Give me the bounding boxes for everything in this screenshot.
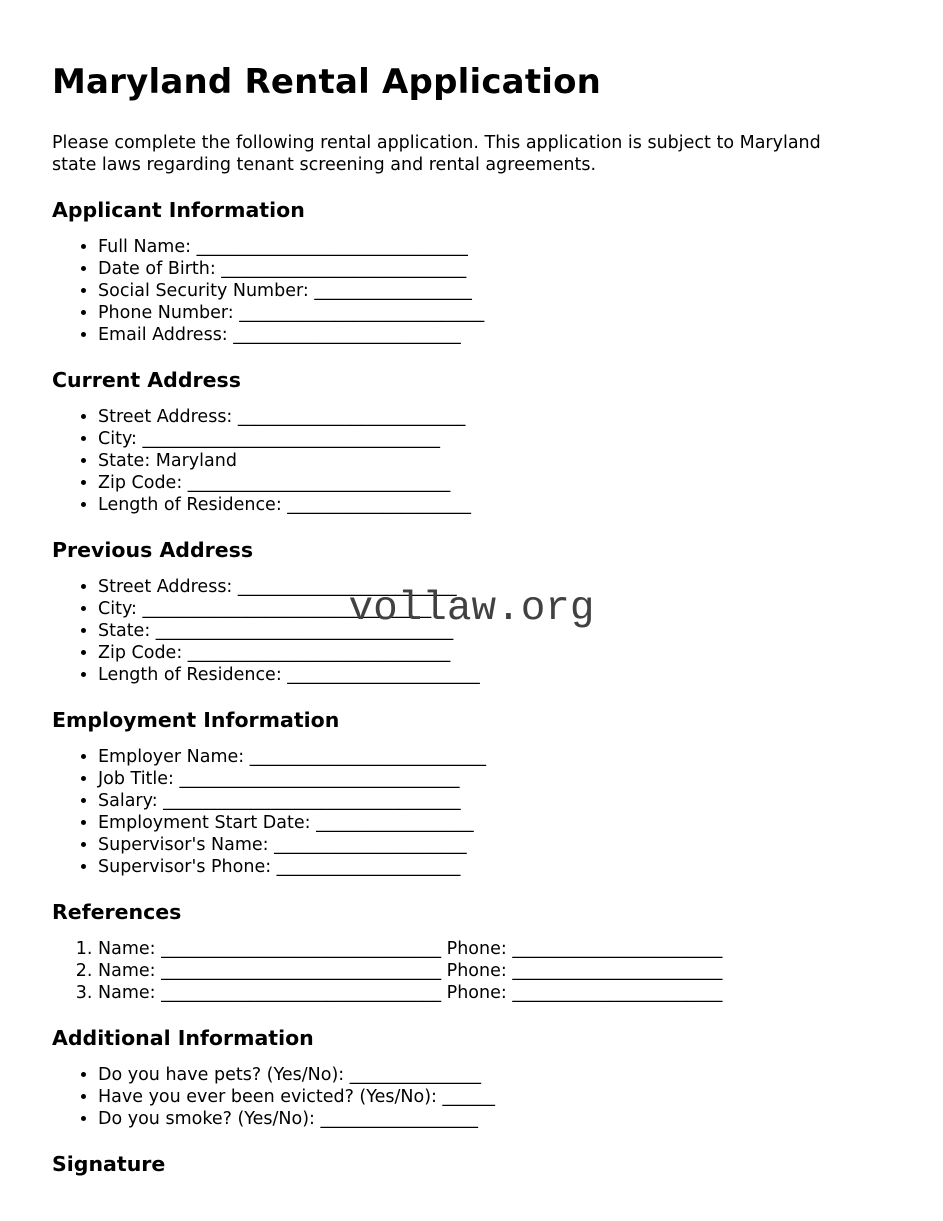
field-email-address: • Email Address: __________________________ bbox=[98, 324, 891, 346]
page-title: Maryland Rental Application bbox=[52, 62, 602, 102]
previous-address-list bbox=[52, 576, 891, 686]
field-current-zip-code: • Zip Code: ______________________________ bbox=[98, 472, 891, 494]
field-smoke: • Do you smoke? (Yes/No): __________________ bbox=[98, 1108, 891, 1130]
references-list bbox=[52, 938, 891, 1004]
field-reference-1: 1. Name: ________________________________ Phone: ________________________ bbox=[98, 938, 891, 960]
intro-line-1: Please complete the following rental application. This application is subject to Maryland bbox=[52, 133, 821, 153]
field-employment-start-date: • Employment Start Date: __________________ bbox=[98, 812, 891, 834]
field-previous-zip-code: • Zip Code: ______________________________ bbox=[98, 642, 891, 664]
employment-information-list bbox=[52, 746, 891, 878]
field-employer-name: • Employer Name: ___________________________ bbox=[98, 746, 891, 768]
section-heading-applicant-information: Applicant Information bbox=[52, 198, 305, 222]
field-job-title: • Job Title: ________________________________ bbox=[98, 768, 891, 790]
applicant-information-list bbox=[52, 236, 891, 346]
field-salary: • Salary: __________________________________ bbox=[98, 790, 891, 812]
field-social-security-number: • Social Security Number: __________________ bbox=[98, 280, 891, 302]
section-heading-additional-information: Additional Information bbox=[52, 1026, 314, 1050]
section-heading-references: References bbox=[52, 900, 182, 924]
field-previous-state: • State: __________________________________ bbox=[98, 620, 891, 642]
section-heading-employment-information: Employment Information bbox=[52, 708, 340, 732]
field-current-street-address: • Street Address: __________________________ bbox=[98, 406, 891, 428]
field-pets: • Do you have pets? (Yes/No): _______________ bbox=[98, 1064, 891, 1086]
current-address-list bbox=[52, 406, 891, 516]
field-phone-number: • Phone Number: ____________________________ bbox=[98, 302, 891, 324]
field-reference-2: 2. Name: ________________________________ Phone: ________________________ bbox=[98, 960, 891, 982]
field-current-state: • State: Maryland bbox=[98, 450, 891, 472]
field-previous-street-address: • Street Address: _________________________ bbox=[98, 576, 891, 598]
section-heading-signature: Signature bbox=[52, 1152, 166, 1176]
field-supervisor-name: • Supervisor's Name: ______________________ bbox=[98, 834, 891, 856]
intro-line-2: state laws regarding tenant screening and rental agreements. bbox=[52, 155, 597, 175]
intro-paragraph bbox=[52, 132, 891, 176]
field-full-name: • Full Name: _______________________________ bbox=[98, 236, 891, 258]
watermark-text: vollaw.org bbox=[348, 586, 595, 632]
section-heading-previous-address: Previous Address bbox=[52, 538, 254, 562]
field-evicted: • Have you ever been evicted? (Yes/No): ______ bbox=[98, 1086, 891, 1108]
field-previous-length-of-residence: • Length of Residence: ______________________ bbox=[98, 664, 891, 686]
field-previous-city: • City: _________________________________ bbox=[98, 598, 891, 620]
field-reference-3: 3. Name: ________________________________ Phone: ________________________ bbox=[98, 982, 891, 1004]
additional-information-list bbox=[52, 1064, 891, 1130]
field-supervisor-phone: • Supervisor's Phone: _____________________ bbox=[98, 856, 891, 878]
field-date-of-birth: • Date of Birth: ____________________________ bbox=[98, 258, 891, 280]
field-current-city: • City: __________________________________ bbox=[98, 428, 891, 450]
section-heading-current-address: Current Address bbox=[52, 368, 241, 392]
field-current-length-of-residence: • Length of Residence: _____________________ bbox=[98, 494, 891, 516]
